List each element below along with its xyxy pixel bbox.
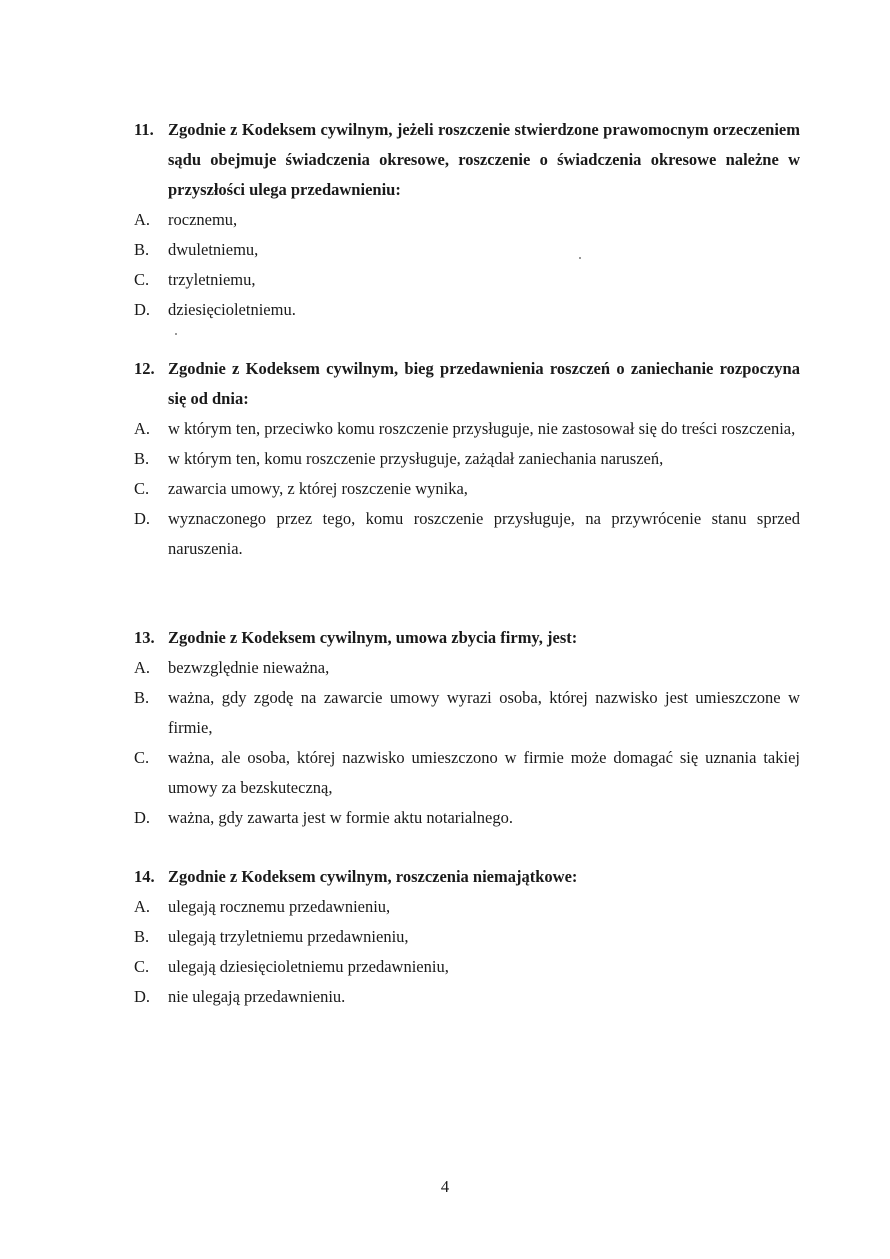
answer-option-a [134, 414, 800, 444]
option-text: dziesięcioletniemu. [168, 300, 296, 319]
option-letter: C. [134, 270, 150, 289]
question-header [134, 115, 800, 205]
option-letter: A. [134, 419, 151, 438]
option-letter: B. [134, 240, 150, 259]
answer-option-c [134, 743, 800, 803]
option-letter: A. [134, 658, 151, 677]
option-letter: D. [134, 300, 151, 319]
question-12 [134, 354, 800, 564]
question-11 [134, 115, 800, 325]
option-text: ulegają rocznemu przedawnieniu, [168, 897, 391, 916]
answer-option-d [134, 803, 800, 833]
answer-option-a [134, 653, 800, 683]
option-text: zawarcia umowy, z której roszczenie wynika, [168, 479, 468, 498]
option-text: w którym ten, przeciwko komu roszczenie przysługuje, nie zastosował się do treści roszczenia, [168, 419, 796, 438]
answer-option-c [134, 952, 800, 982]
answer-option-a [134, 892, 800, 922]
question-text: Zgodnie z Kodeksem cywilnym, umowa zbycia firmy, jest: [168, 628, 578, 647]
option-letter: D. [134, 987, 151, 1006]
option-letter: B. [134, 688, 150, 707]
answer-option-a [134, 205, 800, 235]
question-text: Zgodnie z Kodeksem cywilnym, bieg przedawnienia roszczeń o zaniechanie rozpoczyna się od dnia: [168, 359, 800, 408]
option-text: bezwzględnie nieważna, [168, 658, 330, 677]
question-header [134, 862, 800, 892]
option-letter: B. [134, 927, 150, 946]
option-letter: D. [134, 509, 151, 528]
scan-speck [175, 333, 177, 335]
answer-option-b [134, 235, 800, 265]
answer-option-d [134, 504, 800, 564]
page-number: 4 [440, 1177, 450, 1196]
option-text: wyznaczonego przez tego, komu roszczenie przysługuje, na przywrócenie stanu sprzed naruszenia. [168, 509, 800, 558]
option-text: dwuletniemu, [168, 240, 259, 259]
question-text: Zgodnie z Kodeksem cywilnym, jeżeli roszczenie stwierdzone prawomocnym orzeczeniem sądu obejmuje świadczenia okresowe, roszczenie o świadczenia okresowe należne w przyszłości ulega przedawnieniu: [168, 120, 800, 199]
answer-options [134, 205, 800, 325]
scan-speck [579, 257, 581, 259]
option-text: ważna, gdy zawarta jest w formie aktu notarialnego. [168, 808, 513, 827]
question-number: 14. [134, 867, 155, 886]
option-letter: A. [134, 897, 151, 916]
option-text: ulegają trzyletniemu przedawnieniu, [168, 927, 409, 946]
answer-option-d [134, 295, 800, 325]
option-text: w którym ten, komu roszczenie przysługuje, zażądał zaniechania naruszeń, [168, 449, 664, 468]
question-13 [134, 623, 800, 833]
answer-option-b [134, 444, 800, 474]
option-text: ważna, ale osoba, której nazwisko umieszczono w firmie może domagać się uznania takiej umowy za bezskuteczną, [168, 748, 800, 797]
answer-option-b [134, 683, 800, 743]
question-header [134, 623, 800, 653]
option-letter: C. [134, 479, 150, 498]
option-text: rocznemu, [168, 210, 238, 229]
option-text: nie ulegają przedawnieniu. [168, 987, 346, 1006]
question-number: 13. [134, 628, 155, 647]
question-number: 12. [134, 359, 155, 378]
option-letter: C. [134, 748, 150, 767]
answer-options [134, 414, 800, 564]
option-text: trzyletniemu, [168, 270, 256, 289]
question-number: 11. [134, 120, 154, 139]
option-letter: B. [134, 449, 150, 468]
question-14 [134, 862, 800, 1012]
option-letter: D. [134, 808, 151, 827]
answer-option-d [134, 982, 800, 1012]
answer-option-c [134, 265, 800, 295]
answer-option-c [134, 474, 800, 504]
question-header [134, 354, 800, 414]
question-text: Zgodnie z Kodeksem cywilnym, roszczenia niemajątkowe: [168, 867, 578, 886]
option-text: ulegają dziesięcioletniemu przedawnieniu, [168, 957, 449, 976]
answer-options [134, 653, 800, 833]
option-text: ważna, gdy zgodę na zawarcie umowy wyrazi osoba, której nazwisko jest umieszczone w firmie, [168, 688, 800, 737]
answer-options [134, 892, 800, 1012]
option-letter: C. [134, 957, 150, 976]
answer-option-b [134, 922, 800, 952]
option-letter: A. [134, 210, 151, 229]
